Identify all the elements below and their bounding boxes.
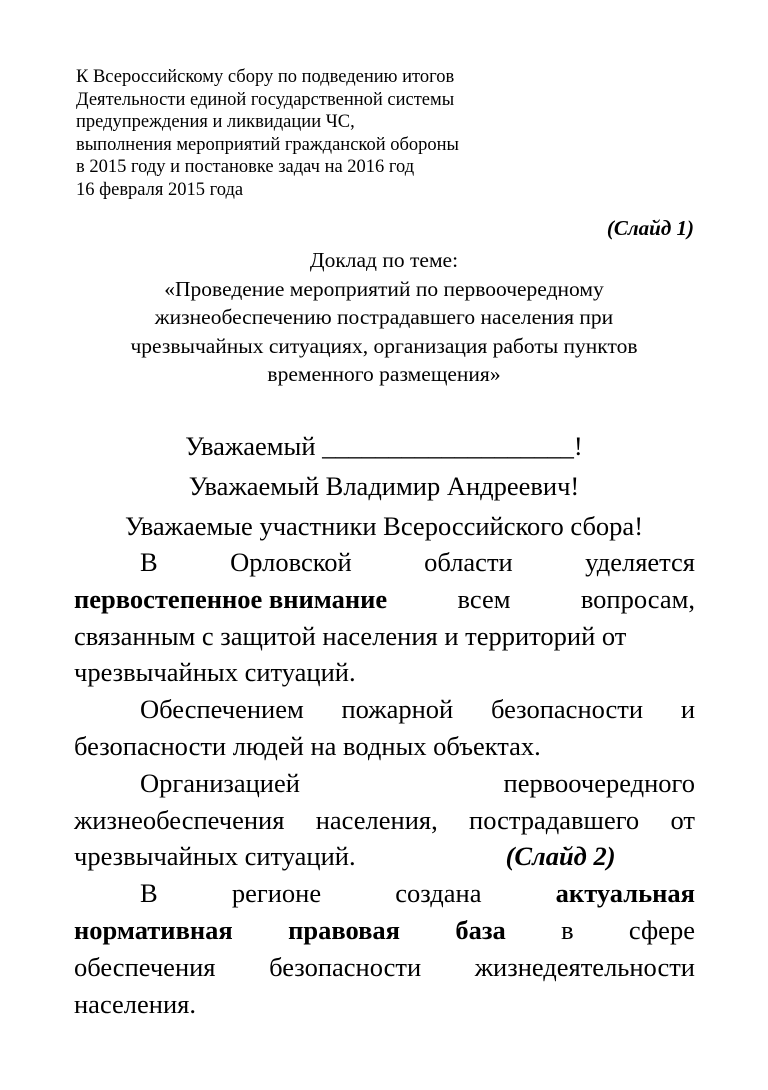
bold-word: актуальная: [555, 878, 695, 909]
header-line: в 2015 году и постановке задач на 2016 год: [76, 157, 415, 177]
paragraph-line: [74, 986, 695, 1023]
paragraph-line: [74, 802, 695, 839]
word: сфере: [628, 914, 695, 945]
word: Организацией: [140, 767, 300, 798]
paragraph-line: [74, 949, 695, 986]
speech-body: [74, 544, 695, 1022]
header-line: Деятельности единой государственной системы: [76, 89, 455, 110]
report-title-line: жизнеобеспечению пострадавшего населения при: [154, 305, 614, 329]
paragraph-line: [74, 838, 695, 875]
paragraph-line: [74, 691, 695, 728]
report-title-line: «Проведение мероприятий по первоочередному: [164, 276, 604, 301]
bold-phrase: первостепенное внимание: [74, 583, 388, 614]
text-line: безопасности людей на водных объектах.: [74, 730, 541, 761]
word: создана: [395, 878, 482, 909]
word: Орловской: [230, 547, 352, 577]
word: населения,: [315, 804, 438, 835]
word: первоочередного: [503, 767, 695, 798]
greeting-line: Уважаемый ___________________!: [185, 431, 583, 461]
word: в: [561, 914, 574, 945]
word: жизнеобеспечения: [74, 804, 285, 835]
word: безопасности: [490, 694, 644, 725]
word: всем: [457, 583, 511, 614]
greeting-line: Уважаемый Владимир Андреевич!: [188, 471, 580, 501]
word: вопросам,: [580, 583, 695, 614]
text-line: чрезвычайных ситуаций.: [74, 841, 356, 872]
text-line: чрезвычайных ситуаций.: [74, 657, 356, 688]
paragraph-line: [74, 875, 695, 912]
text-line: населения.: [74, 988, 196, 1019]
word: Обеспечением: [140, 694, 304, 725]
word: пострадавшего: [469, 804, 640, 835]
paragraph-line: [74, 728, 695, 765]
header-line: К Всероссийскому сбору по подведению итогов: [76, 67, 455, 87]
paragraph-line: [74, 618, 695, 655]
word: регионе: [231, 878, 322, 909]
word: В: [140, 547, 158, 577]
bold-word: правовая: [288, 914, 400, 945]
word: уделяется: [585, 547, 695, 577]
paragraph-line: [74, 581, 695, 618]
slide-1-marker: (Слайд 1): [606, 216, 694, 240]
word: от: [670, 804, 695, 835]
report-title-line: чрезвычайных ситуациях, организация работы пунктов: [130, 333, 638, 358]
word: безопасности: [269, 951, 422, 982]
word: пожарной: [341, 694, 454, 725]
paragraph-line: [74, 654, 695, 691]
word: обеспечения: [74, 951, 216, 982]
report-title-line: Доклад по теме:: [309, 248, 459, 272]
header-line: выполнения мероприятий гражданской обороны: [76, 134, 459, 155]
greeting-line: Уважаемые участники Всероссийского сбора!: [124, 511, 644, 541]
paragraph-line: [74, 544, 695, 581]
word: области: [424, 547, 513, 577]
bold-word: нормативная: [74, 914, 233, 945]
slide-2-marker: (Слайд 2): [505, 841, 616, 872]
word: В: [140, 878, 158, 909]
text-line: связанным с защитой населения и территорий от: [74, 620, 627, 651]
word: и: [680, 694, 695, 725]
report-title-line: временного размещения»: [267, 362, 501, 386]
word: жизнедеятельности: [474, 951, 695, 982]
addressee-header: [76, 66, 636, 201]
bold-word: база: [455, 914, 506, 945]
paragraph-line: [74, 765, 695, 802]
paragraph-line: [74, 912, 695, 949]
report-title: [60, 246, 708, 389]
greeting: [60, 426, 708, 546]
header-date: 16 февраля 2015 года: [76, 179, 244, 200]
header-line: предупреждения и ликвидации ЧС,: [76, 112, 355, 132]
